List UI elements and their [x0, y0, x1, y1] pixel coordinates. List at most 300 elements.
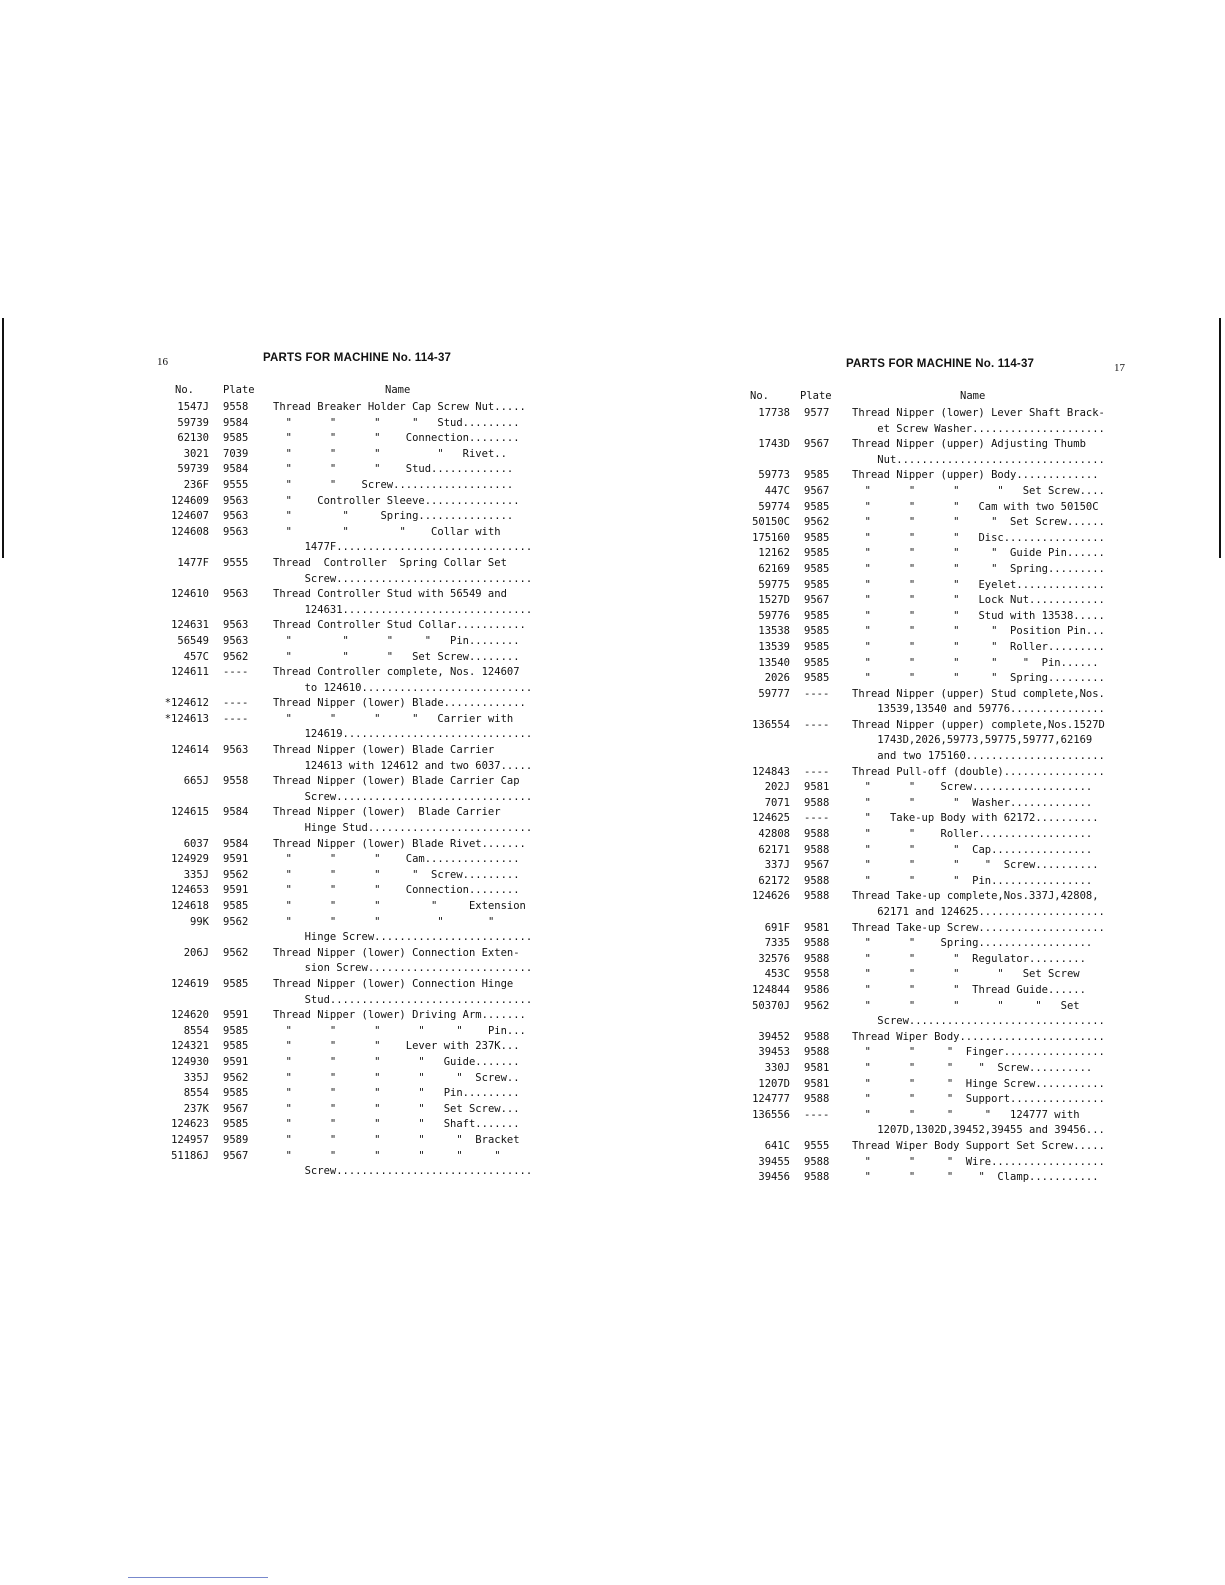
part-name: Thread Breaker Holder Cap Screw Nut.....	[273, 401, 526, 413]
part-number: 7071	[764, 796, 790, 809]
part-number: 124609	[171, 494, 209, 507]
table-row	[728, 1108, 1148, 1139]
part-number: 39452	[758, 1030, 790, 1043]
plate-number: 9588	[804, 874, 830, 887]
part-number: 99K	[190, 915, 209, 928]
table-row	[155, 1039, 570, 1055]
plate-number: 9585	[804, 656, 830, 669]
page-number: 16	[157, 356, 168, 368]
plate-number: 9562	[804, 516, 830, 529]
part-number: 39453	[758, 1046, 790, 1059]
table-row	[728, 437, 1148, 468]
page-number: 17	[1114, 362, 1125, 374]
part-name: " " " Stud with 13538.....	[852, 609, 1105, 622]
part-name: Thread Nipper (lower) Blade.............	[273, 697, 526, 710]
part-number: 236F	[183, 478, 209, 491]
part-number: 337J	[764, 859, 790, 872]
plate-number: 9588	[804, 952, 830, 965]
table-row	[728, 1155, 1148, 1171]
part-number: 124631	[171, 619, 209, 632]
plate-number: 9558	[223, 401, 249, 413]
table-row	[728, 999, 1148, 1030]
part-number: 13538	[758, 625, 790, 638]
part-number: 1477F	[177, 556, 209, 569]
plate-number: 9563	[223, 619, 249, 632]
table-row	[155, 1149, 570, 1180]
part-number: 335J	[183, 1071, 209, 1084]
part-number: 1743D	[758, 438, 790, 451]
plate-number: 9588	[804, 1171, 830, 1184]
part-name: " " " Support...............	[852, 1093, 1105, 1106]
table-row	[155, 852, 570, 868]
plate-number: 9585	[804, 640, 830, 653]
part-number: 124618	[171, 900, 209, 912]
table-row	[728, 1045, 1148, 1061]
plate-number: 9591	[223, 884, 249, 897]
plate-number: 9591	[223, 1055, 249, 1068]
table-row	[155, 416, 570, 432]
part-number: 124843	[752, 765, 790, 778]
part-name: " " " " Screw..........	[852, 859, 1099, 872]
part-name: " " " Cam...............	[273, 853, 520, 866]
table-row	[728, 593, 1148, 609]
plate-number: ----	[804, 812, 830, 825]
plate-number: ----	[223, 697, 249, 710]
part-name: " " " " " Pin......	[852, 656, 1099, 669]
part-number: 12162	[758, 547, 790, 560]
part-name: " " " " 124777 with 1207D,1302D,39452,39455 and 39456...	[864, 1108, 1105, 1137]
table-row	[728, 640, 1148, 656]
part-number: 665J	[183, 775, 209, 788]
plate-number: 9588	[804, 843, 830, 856]
part-name: Thread Nipper (lower) Blade Carrier 124613 with 124612 and two 6037.....	[273, 744, 533, 772]
part-name: " " " Set Screw........	[273, 650, 520, 663]
plate-number: 9586	[804, 983, 830, 996]
plate-number: 9567	[223, 1149, 249, 1162]
plate-number: 9562	[223, 946, 249, 959]
part-number: 175160	[752, 531, 790, 544]
right-margin-rule	[1219, 318, 1221, 558]
plate-number: 9577	[804, 407, 830, 419]
col-no-header: No.	[175, 384, 194, 396]
plate-number: 9585	[223, 1118, 249, 1131]
part-name: " " " " " Set Screw...............................	[864, 999, 1105, 1028]
table-row	[155, 665, 570, 696]
plate-number: 9588	[804, 1046, 830, 1059]
part-name: " " " Cap................	[852, 843, 1093, 856]
plate-number: 9563	[223, 494, 249, 507]
part-name: Thread Nipper (lower) Blade Carrier Hinge Stud..........................	[273, 806, 533, 835]
table-row	[728, 531, 1148, 547]
table-row	[728, 1092, 1148, 1108]
part-number: 124625	[752, 812, 790, 825]
plate-number: 9585	[804, 609, 830, 622]
plate-number: 9563	[223, 510, 249, 523]
plate-number: 9585	[804, 547, 830, 560]
part-name: Thread Nipper (lower) Lever Shaft Brack- et Screw Washer.....................	[852, 407, 1105, 435]
col-plate-header: Plate	[800, 390, 832, 402]
part-number: 124929	[171, 853, 209, 866]
part-number: 50370J	[752, 999, 790, 1012]
plate-number: 9588	[804, 796, 830, 809]
table-row	[155, 1086, 570, 1102]
part-name: " " Screw...................	[273, 478, 514, 491]
part-name: " " " Stud.............	[273, 463, 514, 476]
table-row	[155, 447, 570, 463]
part-number: 3021	[183, 447, 209, 460]
table-row	[728, 1030, 1148, 1046]
table-row	[728, 484, 1148, 500]
table-row	[728, 827, 1148, 843]
part-name: " " " " Roller.........	[852, 640, 1105, 653]
plate-number: 9585	[223, 1024, 249, 1037]
part-number: 59739	[177, 416, 209, 429]
table-row	[155, 556, 570, 587]
table-row	[155, 899, 570, 915]
table-row	[155, 946, 570, 977]
part-name: " " Spring..................	[852, 937, 1093, 950]
table-row	[155, 883, 570, 899]
part-number: 453C	[764, 968, 790, 981]
plate-number: 9558	[804, 968, 830, 981]
part-name: " " " " Carrier with 124619..............................	[285, 712, 533, 741]
part-number: 124614	[171, 744, 209, 757]
table-row	[155, 431, 570, 447]
part-name: " " " " " " Screw...............................	[285, 1149, 533, 1178]
part-number: 457C	[183, 650, 209, 663]
part-number: 124623	[171, 1118, 209, 1131]
table-row	[155, 1133, 570, 1149]
table-row	[155, 478, 570, 494]
right-page-header	[728, 360, 1148, 386]
bottom-link-line	[128, 1577, 268, 1578]
plate-number: 9584	[223, 416, 249, 429]
table-row	[155, 525, 570, 556]
part-number: 62130	[177, 432, 209, 445]
part-name: " " " " " Pin...	[273, 1024, 526, 1037]
plate-number: 9585	[804, 578, 830, 591]
part-number: 124653	[171, 884, 209, 897]
part-name: Thread Controller Spring Collar Set Screw...............................	[273, 556, 533, 585]
part-name: " " " " Rivet..	[273, 447, 507, 460]
part-name: Thread Nipper (lower) Blade Rivet.......	[273, 837, 526, 850]
part-name: " " " Finger................	[852, 1046, 1105, 1059]
plate-number: 9581	[804, 921, 830, 934]
part-name: " " " Lock Nut............	[852, 594, 1105, 607]
plate-number: 9567	[804, 859, 830, 872]
part-number: 335J	[183, 868, 209, 881]
plate-number: 9591	[223, 1009, 249, 1022]
table-row	[155, 494, 570, 510]
part-name: " " " " Guide.......	[273, 1055, 520, 1068]
plate-number: 9585	[223, 1040, 249, 1053]
part-number: 691F	[764, 921, 790, 934]
part-name: Thread Wiper Body Support Set Screw.....	[852, 1139, 1105, 1152]
plate-number: 9567	[804, 484, 830, 497]
table-row	[728, 1077, 1148, 1093]
part-number: 1207D	[758, 1077, 790, 1090]
table-row	[155, 712, 570, 743]
part-number: 51186J	[171, 1149, 209, 1162]
plate-number: 9567	[804, 594, 830, 607]
plate-number: 9584	[223, 463, 249, 476]
part-name: Thread Controller Stud with 56549 and 124631..............................	[273, 588, 533, 616]
part-name: " " Screw...................	[852, 781, 1093, 794]
parts-list	[728, 406, 1148, 1186]
part-name: " " " Eyelet..............	[852, 578, 1105, 591]
part-name: Thread Nipper (lower) Connection Hinge Stud................................	[273, 977, 533, 1006]
col-plate-header: Plate	[223, 384, 255, 396]
plate-number: 9588	[804, 1155, 830, 1168]
part-name: " " " " Guide Pin......	[852, 547, 1105, 560]
table-row	[155, 915, 570, 946]
plate-number: 9555	[804, 1139, 830, 1152]
part-name: " " Spring...............	[273, 510, 514, 523]
part-number: 2026	[764, 672, 790, 685]
part-name: " " " Hinge Screw...........	[852, 1077, 1105, 1090]
part-number: 124957	[171, 1133, 209, 1146]
part-name: Thread Controller Stud Collar...........	[273, 619, 526, 632]
part-name: " Take-up Body with 62172..........	[852, 812, 1099, 825]
part-number: 59774	[758, 500, 790, 513]
table-row	[728, 546, 1148, 562]
part-number: 136556	[752, 1108, 790, 1121]
plate-number: 9585	[804, 500, 830, 513]
part-name: Thread Wiper Body.......................	[852, 1030, 1105, 1043]
plate-number: 9588	[804, 1030, 830, 1043]
part-name: " " " " " Bracket	[273, 1133, 520, 1146]
plate-number: 9591	[223, 853, 249, 866]
part-name: " " " " Set Screw	[852, 968, 1080, 981]
part-name: " " " " Clamp...........	[852, 1171, 1099, 1184]
part-number: 59776	[758, 609, 790, 622]
table-row	[155, 462, 570, 478]
part-name: " " " " Set Screw....	[852, 484, 1105, 497]
col-name-header: Name	[960, 390, 986, 402]
part-name: " " " Thread Guide......	[852, 983, 1086, 996]
plate-number: 9581	[804, 1061, 830, 1074]
part-number: 124611	[171, 666, 209, 679]
plate-number: 9584	[223, 806, 249, 819]
part-name: " " " " Stud.........	[273, 416, 520, 429]
part-name: Thread Nipper (upper) Stud complete,Nos. 13539,13540 and 59776...............	[852, 687, 1105, 716]
part-name: " " " Lever with 237K...	[273, 1040, 520, 1053]
part-number: 124930	[171, 1055, 209, 1068]
part-number: *124612	[164, 697, 209, 710]
table-row	[728, 578, 1148, 594]
part-number: 124615	[171, 806, 209, 819]
plate-number: 9588	[804, 937, 830, 950]
plate-number: 9562	[223, 915, 249, 928]
part-name: " " Roller..................	[852, 828, 1093, 841]
table-row	[155, 1071, 570, 1087]
plate-number: 9585	[223, 432, 249, 445]
table-row	[155, 1008, 570, 1024]
table-row	[155, 1102, 570, 1118]
part-name: Thread Take-up Screw....................	[852, 921, 1105, 934]
table-row	[728, 1061, 1148, 1077]
part-name: " " " " Set Screw...	[273, 1102, 520, 1115]
plate-number: ----	[223, 666, 249, 679]
table-row	[155, 400, 570, 416]
plate-number: ----	[804, 1108, 830, 1121]
part-name: " " " Pin................	[852, 874, 1093, 887]
part-name: " " " " Screw..........	[852, 1061, 1093, 1074]
plate-number: 9585	[223, 1087, 249, 1100]
part-number: 237K	[183, 1102, 209, 1115]
part-number: 447C	[764, 484, 790, 497]
table-row	[728, 687, 1148, 718]
part-name: " " " Disc................	[852, 531, 1105, 544]
table-row	[728, 1139, 1148, 1155]
table-row	[728, 921, 1148, 937]
table-row	[728, 765, 1148, 781]
part-name: " " " " Spring.........	[852, 672, 1105, 685]
plate-number: 7039	[223, 447, 249, 460]
part-name: " " " Regulator.........	[852, 952, 1086, 965]
table-row	[155, 509, 570, 525]
part-number: 6037	[183, 837, 209, 850]
part-number: 206J	[183, 946, 209, 959]
part-number: 124844	[752, 983, 790, 996]
part-number: 124619	[171, 977, 209, 990]
part-number: 62172	[758, 874, 790, 887]
table-row	[728, 718, 1148, 765]
part-name: Thread Nipper (upper) Adjusting Thumb Nut.................................	[852, 438, 1105, 466]
column-headers	[728, 390, 1148, 406]
part-number: 124610	[171, 588, 209, 601]
plate-number: 9588	[804, 890, 830, 903]
table-row	[155, 650, 570, 666]
plate-number: 9585	[223, 977, 249, 990]
page-title: PARTS FOR MACHINE No. 114-37	[263, 352, 452, 364]
part-name: Thread Nipper (upper) Body.............	[852, 469, 1099, 482]
table-row	[155, 805, 570, 836]
table-row	[728, 1170, 1148, 1186]
part-number: 32576	[758, 952, 790, 965]
plate-number: 9555	[223, 556, 249, 569]
plate-number: 9563	[223, 744, 249, 757]
part-number: 8554	[183, 1087, 209, 1100]
part-name: " " " " Shaft.......	[273, 1118, 520, 1131]
part-number: 8554	[183, 1024, 209, 1037]
plate-number: 9585	[804, 625, 830, 638]
part-number: 17738	[758, 407, 790, 419]
table-row	[155, 634, 570, 650]
plate-number: 9562	[223, 1071, 249, 1084]
part-number: 1527D	[758, 594, 790, 607]
plate-number: 9584	[223, 837, 249, 850]
part-name: Thread Controller complete, Nos. 124607 to 124610...........................	[273, 666, 533, 694]
table-row	[728, 515, 1148, 531]
plate-number: 9581	[804, 1077, 830, 1090]
table-row	[728, 889, 1148, 920]
part-name: Thread Pull-off (double)................	[852, 765, 1105, 778]
part-number: 39455	[758, 1155, 790, 1168]
part-name: Thread Nipper (lower) Connection Exten- sion Screw..........................	[273, 946, 533, 975]
table-row	[728, 796, 1148, 812]
part-name: " " " " Set Screw......	[852, 516, 1105, 529]
part-number: 59773	[758, 469, 790, 482]
part-number: 202J	[764, 781, 790, 794]
table-row	[728, 858, 1148, 874]
part-number: 124626	[752, 890, 790, 903]
plate-number: ----	[804, 765, 830, 778]
part-number: 330J	[764, 1061, 790, 1074]
plate-number: 9585	[804, 562, 830, 575]
table-row	[155, 837, 570, 853]
plate-number: 9585	[804, 672, 830, 685]
left-page-header	[155, 354, 570, 380]
part-name: " " " Connection........	[273, 432, 520, 445]
table-row	[728, 468, 1148, 484]
part-name: " " " " Pin.........	[273, 1087, 520, 1100]
table-row	[155, 1117, 570, 1133]
part-number: 136554	[752, 718, 790, 731]
part-number: 124777	[752, 1093, 790, 1106]
plate-number: 9558	[223, 775, 249, 788]
part-number: 59777	[758, 687, 790, 700]
table-row	[155, 868, 570, 884]
part-number: 7335	[764, 937, 790, 950]
part-name: " " " Wire..................	[852, 1155, 1105, 1168]
part-number: 42808	[758, 828, 790, 841]
table-row	[728, 952, 1148, 968]
plate-number: 9562	[223, 650, 249, 663]
table-row	[728, 624, 1148, 640]
part-name: " " " " " Hinge Screw.........................	[285, 915, 533, 944]
left-page	[155, 354, 570, 1180]
part-name: " " " " Screw.........	[273, 868, 520, 881]
table-row	[728, 967, 1148, 983]
table-row	[155, 774, 570, 805]
plate-number: 9563	[223, 525, 249, 538]
table-row	[728, 983, 1148, 999]
table-row	[728, 671, 1148, 687]
table-row	[155, 618, 570, 634]
part-number: 124607	[171, 510, 209, 523]
table-row	[728, 562, 1148, 578]
part-name: " " " Collar with 1477F...............................	[285, 525, 533, 554]
plate-number: 9589	[223, 1133, 249, 1146]
part-name: " " " Cam with two 50150C	[852, 500, 1099, 513]
part-name: " " " " Spring.........	[852, 562, 1105, 575]
part-name: " " " Connection........	[273, 884, 520, 897]
part-number: 59739	[177, 463, 209, 476]
part-name: " Controller Sleeve...............	[273, 494, 520, 507]
plate-number: 9567	[223, 1102, 249, 1115]
part-number: 39456	[758, 1171, 790, 1184]
part-number: 124608	[171, 525, 209, 538]
col-no-header: No.	[750, 390, 769, 402]
part-number: 13540	[758, 656, 790, 669]
plate-number: 9562	[804, 999, 830, 1012]
plate-number: 9562	[223, 868, 249, 881]
part-name: Thread Nipper (lower) Blade Carrier Cap Screw...............................	[273, 775, 533, 803]
table-row	[155, 1055, 570, 1071]
plate-number: 9585	[804, 469, 830, 482]
part-number: 62171	[758, 843, 790, 856]
table-row	[155, 977, 570, 1008]
plate-number: ----	[804, 687, 830, 700]
table-row	[728, 500, 1148, 516]
table-row	[155, 696, 570, 712]
parts-list	[155, 400, 570, 1180]
part-number: 1547J	[177, 401, 209, 413]
part-name: " " " " Position Pin...	[852, 625, 1105, 638]
part-number: 56549	[177, 634, 209, 647]
part-name: " " " " " Screw..	[273, 1071, 520, 1084]
